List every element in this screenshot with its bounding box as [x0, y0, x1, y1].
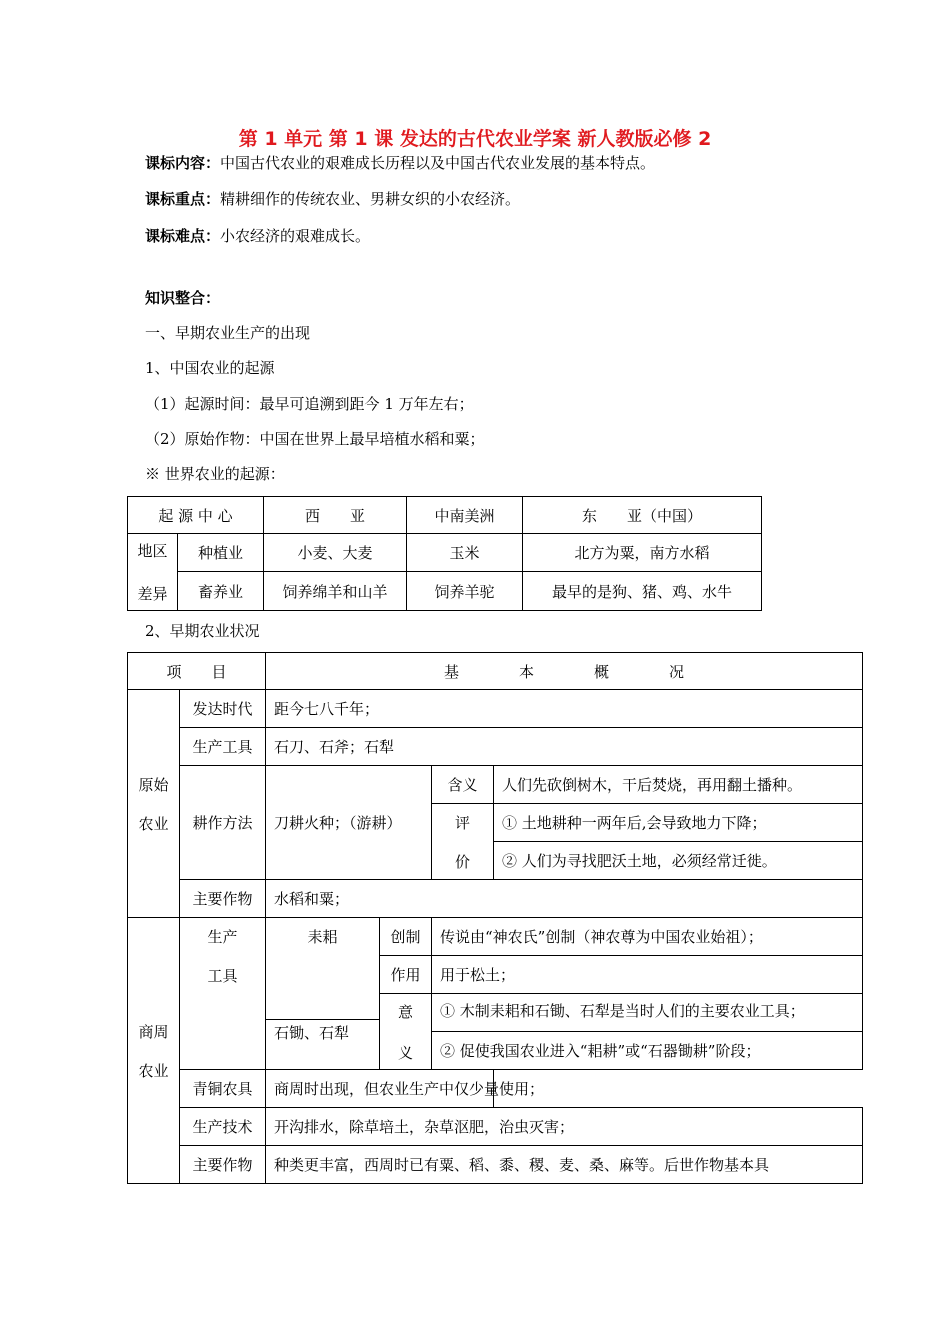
- table-cell: 最早的是狗、猪、鸡、水牛: [523, 572, 762, 611]
- shangzhou-crops-value: 种类更丰富，西周时已有粟、稻、黍、稷、麦、桑、麻等。后世作物基本具: [266, 1146, 863, 1184]
- bronze-tools-label: 青铜农具: [180, 1070, 266, 1108]
- planting-label: 种植业: [178, 534, 264, 572]
- table-cell: 小麦、大麦: [264, 534, 407, 572]
- early-agriculture-table: [127, 652, 863, 1184]
- tools-value: 石刀、石斧；石犁: [266, 728, 863, 766]
- farming-method-label: 耕作方法: [180, 766, 266, 880]
- document-title: 第 1 单元 第 1 课 发达的古代农业学案 新人教版必修 2: [238, 128, 712, 150]
- production-tech-value: 开沟排水，除草培土，杂草沤肥，治虫灭害；: [266, 1108, 863, 1146]
- east-asia-header: 东 亚（中国）: [523, 497, 762, 534]
- knowledge-heading: 知识整合：: [145, 289, 221, 307]
- significance-item: ② 促使我国农业进入“耜耕”或“石器锄耕”阶段；: [432, 1032, 863, 1070]
- shangzhou-crops-label: 主要作物: [180, 1146, 266, 1184]
- origin-table: [127, 496, 762, 611]
- farming-method-value: 刀耕火种；（游耕）: [266, 766, 432, 880]
- standard-content: 课标内容：中国古代农业的艰难成长历程以及中国古代农业发展的基本特点。: [145, 154, 656, 172]
- production-tools-label: 生产 工具: [180, 918, 266, 1070]
- function-label: 作用: [380, 956, 432, 994]
- origin-crops: （2）原始作物：中国在世界上最早培植水稻和粟；: [145, 430, 485, 448]
- husbandry-label: 畜养业: [178, 572, 264, 611]
- primitive-agriculture-label: 原始 农业: [128, 690, 180, 918]
- table-cell: 北方为粟，南方水稻: [523, 534, 762, 572]
- creation-value: 传说由“神农氏”创制（神农尊为中国农业始祖）；: [432, 918, 863, 956]
- origin-center-header: 起 源 中 心: [128, 497, 264, 534]
- table-cell: 玉米: [407, 534, 523, 572]
- significance-label: 意 义: [380, 994, 432, 1070]
- origin-time: （1）起源时间：最早可追溯到距今 1 万年左右；: [145, 395, 474, 413]
- evaluation-item: ① 土地耕种一两年后,会导致地力下降；: [494, 804, 863, 842]
- standard-difficulties: 课标难点：小农经济的艰难成长。: [145, 227, 371, 245]
- bronze-tools-value: 商周时出现，但农业生产中仅少量使用；: [266, 1070, 494, 1108]
- region-difference-label: 地区 差异: [128, 534, 178, 611]
- developed-era-label: 发达时代: [180, 690, 266, 728]
- creation-label: 创制: [380, 918, 432, 956]
- significance-item: ① 木制耒耜和石锄、石犁是当时人们的主要农业工具；: [432, 994, 863, 1032]
- standard-key-points: 课标重点：精耕细作的传统农业、男耕女织的小农经济。: [145, 190, 521, 208]
- overview-header: 基 本 概 况: [266, 653, 863, 690]
- west-asia-header: 西 亚: [264, 497, 407, 534]
- item-header: 项 目: [128, 653, 266, 690]
- leisi-label: 耒耜: [266, 918, 380, 1020]
- production-tech-label: 生产技术: [180, 1108, 266, 1146]
- table-cell: 饲养绵羊和山羊: [264, 572, 407, 611]
- developed-era-value: 距今七八千年；: [266, 690, 863, 728]
- subsection-origin: 1、中国农业的起源: [145, 359, 275, 377]
- meaning-label: 含义: [432, 766, 494, 804]
- section-2-heading: 2、早期农业状况: [145, 622, 260, 640]
- main-crops-label: 主要作物: [180, 880, 266, 918]
- section-1-heading: 一、早期农业生产的出现: [145, 324, 311, 342]
- evaluation-item: ② 人们为寻找肥沃土地，必须经常迁徙。: [494, 842, 863, 880]
- stone-tools-label: 石锄、石犁: [266, 1020, 380, 1070]
- table-cell: 饲养羊驼: [407, 572, 523, 611]
- world-origin-note: ※ 世界农业的起源：: [145, 465, 285, 483]
- function-value: 用于松土；: [432, 956, 863, 994]
- meso-america-header: 中南美洲: [407, 497, 523, 534]
- tools-label: 生产工具: [180, 728, 266, 766]
- evaluation-label: 评 价: [432, 804, 494, 880]
- shangzhou-agriculture-label: 商周 农业: [128, 918, 180, 1184]
- main-crops-value: 水稻和粟；: [266, 880, 863, 918]
- meaning-value: 人们先砍倒树木，干后焚烧，再用翻土播种。: [494, 766, 863, 804]
